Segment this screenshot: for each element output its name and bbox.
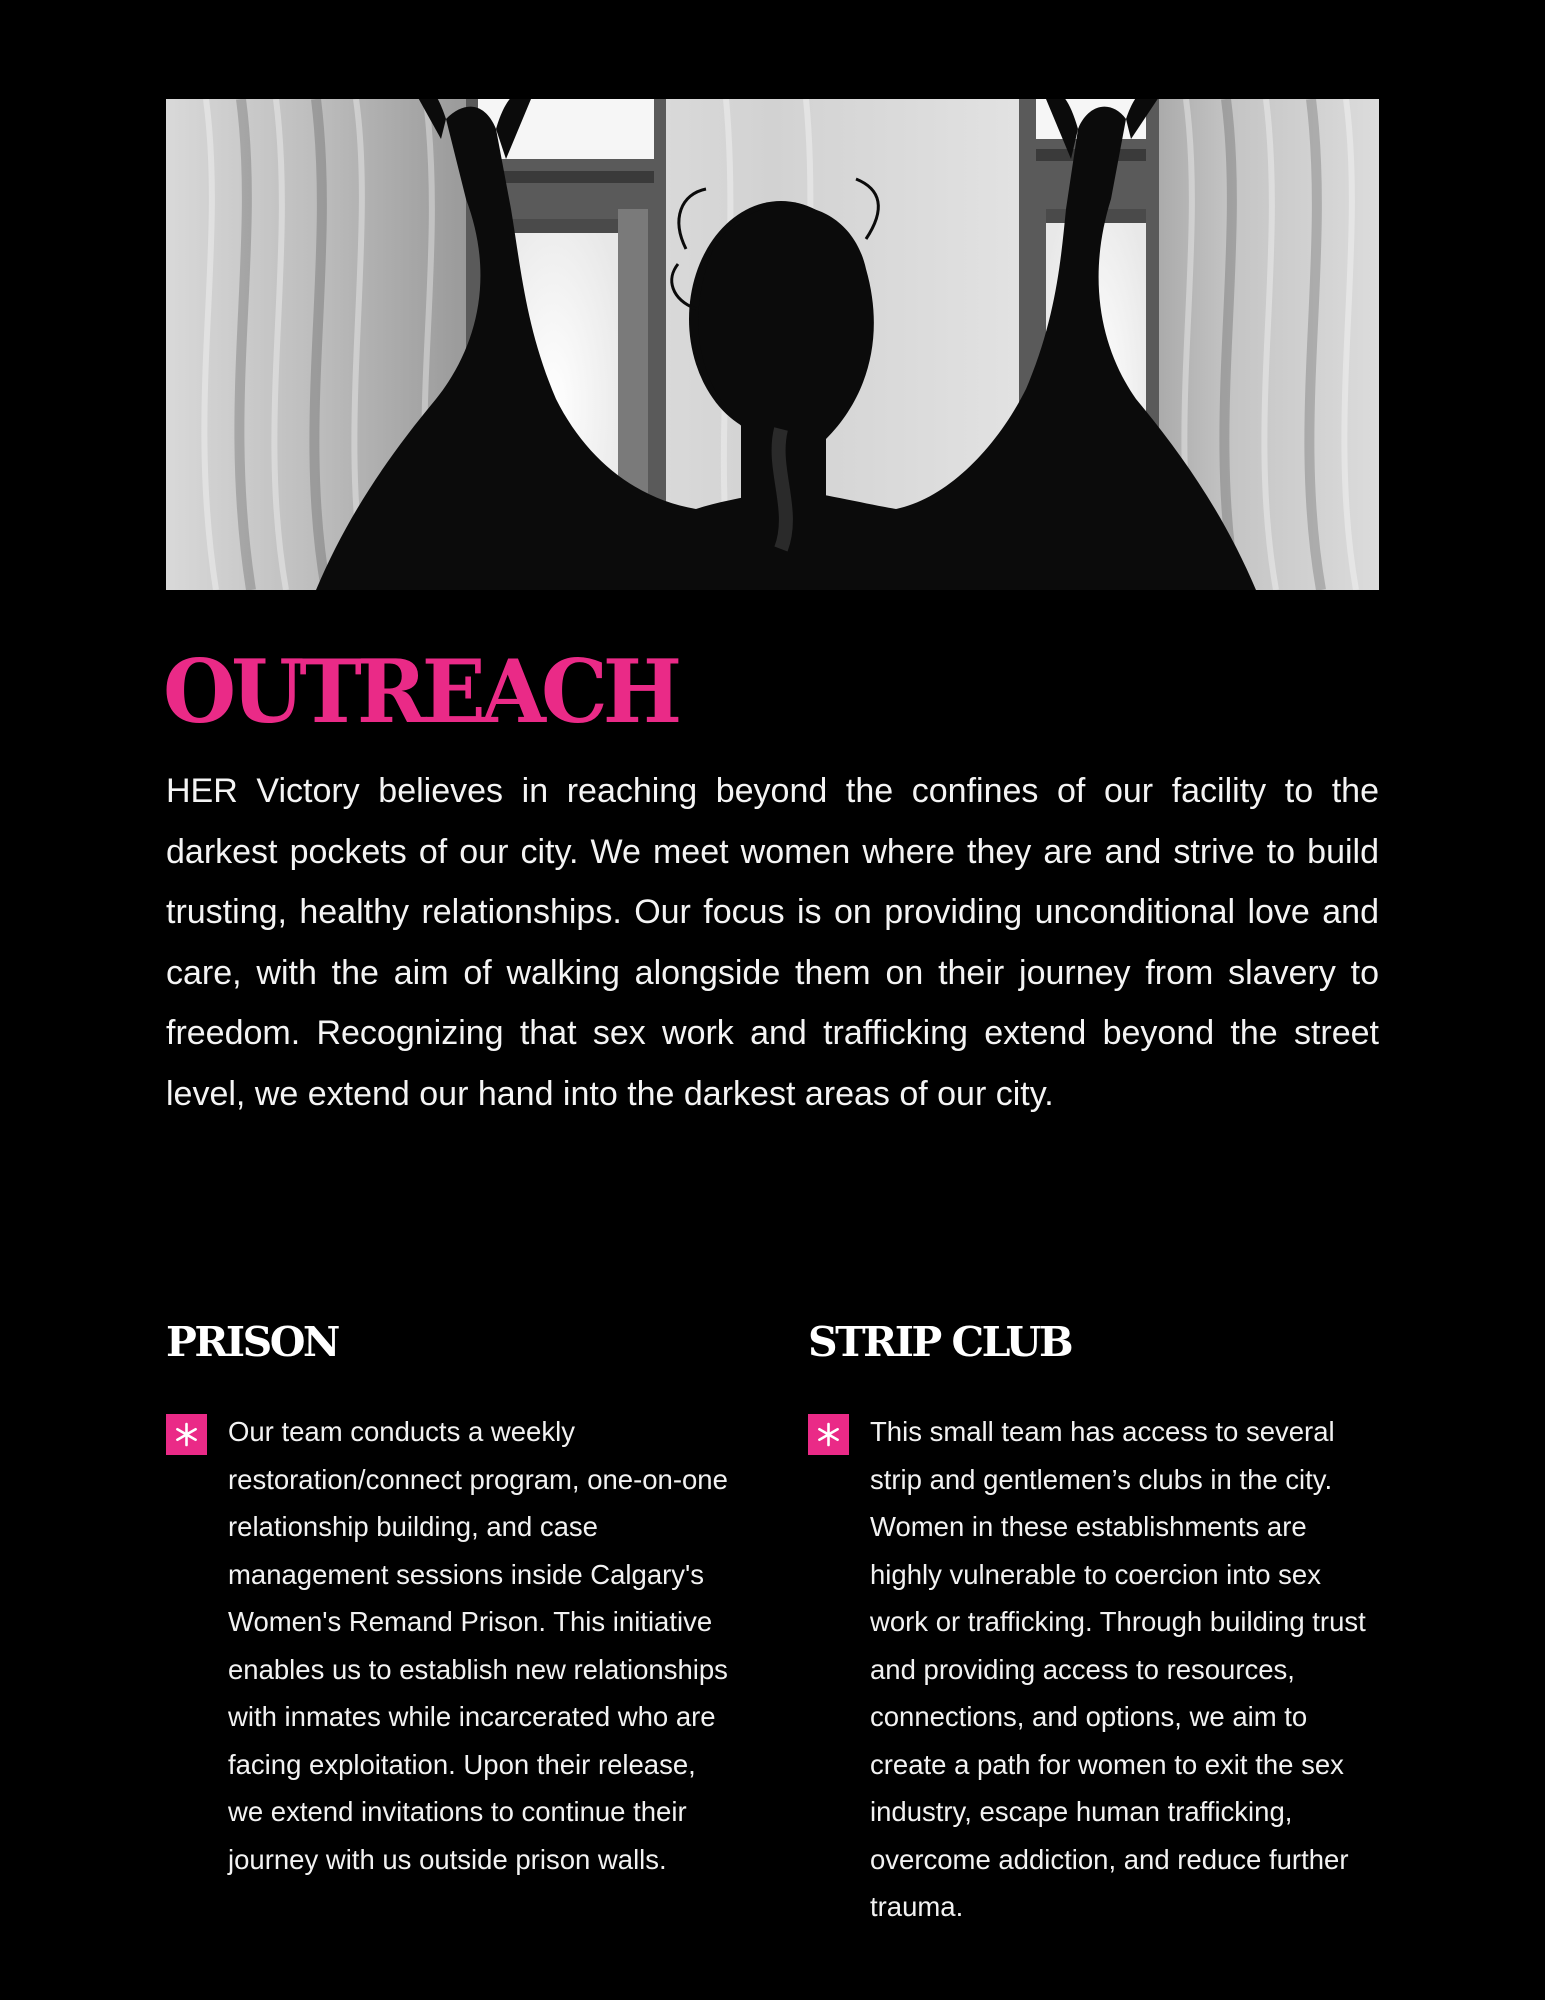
section-heading-strip-club: STRIP CLUB xyxy=(808,1318,1072,1366)
prison-description: Our team conducts a weekly restoration/connect program, one-on-one relationship building, and case management sessions inside Calgary's Women's Remand Prison. This initiative enables us to establish new relationships with inmates while incarcerated who are facing exploitation. Upon their release, we extend invitations to continue their journey with us outside prison walls. xyxy=(228,1416,728,1875)
page-title: OUTREACH xyxy=(163,640,678,743)
asterisk-icon xyxy=(808,1414,849,1455)
woman-at-window-photo-icon xyxy=(166,99,1379,590)
section-heading-prison: PRISON xyxy=(166,1318,338,1366)
strip-club-section xyxy=(808,1312,1388,1922)
asterisk-icon xyxy=(166,1414,207,1455)
hero-photo xyxy=(166,99,1379,590)
intro-paragraph: HER Victory believes in reaching beyond the confines of our facility to the darkest pockets of our city. We meet women where they are and strive to build trusting, healthy relationships. Our focus is on providing unconditional love and care, with the aim of walking alongside them on their journey from slavery to freedom. Recognizing that sex work and trafficking extend beyond the street level, we extend our hand into the darkest areas of our city. xyxy=(166,772,1379,1113)
prison-section xyxy=(166,1312,746,1875)
strip-club-description: This small team has access to several strip and gentlemen’s clubs in the city. Women in these establishments are highly vulnerable to coercion into sex work or trafficking. Through building trust and providing access to resources, connections, and options, we aim to create a path for women to exit the sex industry, escape human trafficking, overcome addiction, and reduce further trauma. xyxy=(870,1416,1366,1922)
